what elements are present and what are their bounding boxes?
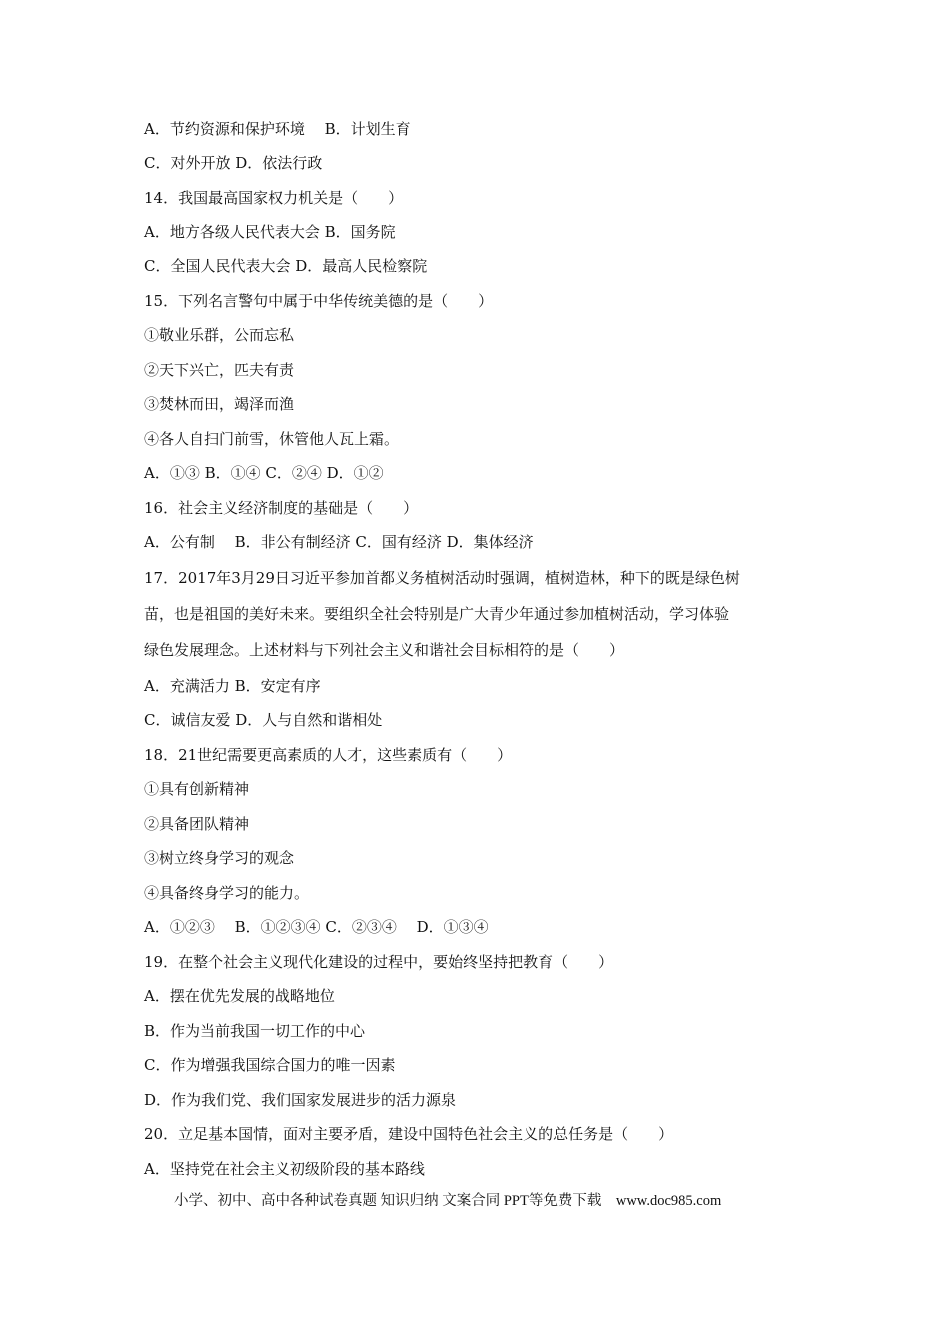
question-19: 19．在整个社会主义现代化建设的过程中，要始终坚持把教育（ ）: [144, 953, 614, 971]
question-16: 16．社会主义经济制度的基础是（ ）: [144, 499, 419, 517]
text-line: B．作为当前我国一切工作的中心: [144, 1022, 366, 1040]
text-line: C．全国人民代表大会 D．最高人民检察院: [144, 257, 428, 275]
text-line: A．坚持党在社会主义初级阶段的基本路线: [144, 1160, 425, 1178]
text-line: 绿色发展理念。上述材料与下列社会主义和谐社会目标相符的是（ ）: [144, 641, 625, 659]
text-line: ④各人自扫门前雪，休管他人瓦上霜。: [144, 430, 400, 448]
text-line: ③焚林而田，竭泽而渔: [144, 395, 295, 413]
text-line: A．摆在优先发展的战略地位: [144, 987, 335, 1005]
text-line: C．作为增强我国综合国力的唯一因素: [144, 1056, 396, 1074]
text-line: A．地方各级人民代表大会 B．国务院: [144, 223, 396, 241]
text-line: ②天下兴亡，匹夫有责: [144, 361, 295, 379]
text-line: C．诚信友爱 D．人与自然和谐相处: [144, 711, 383, 729]
text-line: A．充满活力 B．安定有序: [144, 677, 321, 695]
question-17: 17．2017年3月29日习近平参加首都义务植树活动时强调，植树造林，种下的既是绿色树: [144, 569, 740, 587]
question-14: 14．我国最高国家权力机关是（ ）: [144, 189, 404, 207]
text-line: 苗，也是祖国的美好未来。要组织全社会特别是广大青少年通过参加植树活动，学习体验: [144, 605, 730, 623]
text-line: A．①②③ B．①②③④ C．②③④ D．①③④: [144, 918, 489, 936]
text-line: ②具备团队精神: [144, 815, 250, 833]
text-line: ①具有创新精神: [144, 780, 250, 798]
text-line: ①敬业乐群，公而忘私: [144, 326, 295, 344]
question-15: 15．下列名言警句中属于中华传统美德的是（ ）: [144, 292, 494, 310]
page-footer: 小学、初中、高中各种试卷真题 知识归纳 文案合同 PPT等免费下载 www.doc985.com: [174, 1193, 722, 1209]
text-line: A．①③ B．①④ C．②④ D．①②: [144, 464, 384, 482]
text-line: ③树立终身学习的观念: [144, 849, 295, 867]
question-20: 20．立足基本国情，面对主要矛盾，建设中国特色社会主义的总任务是（ ）: [144, 1125, 674, 1143]
text-line: A．节约资源和保护环境 B．计划生育: [144, 120, 411, 138]
text-line: ④具备终身学习的能力。: [144, 884, 310, 902]
question-18: 18．21世纪需要更高素质的人才，这些素质有（ ）: [144, 746, 513, 764]
text-line: C．对外开放 D．依法行政: [144, 154, 323, 172]
text-line: A．公有制 B．非公有制经济 C．国有经济 D．集体经济: [144, 533, 534, 551]
text-line: D．作为我们党、我们国家发展进步的活力源泉: [144, 1091, 457, 1109]
